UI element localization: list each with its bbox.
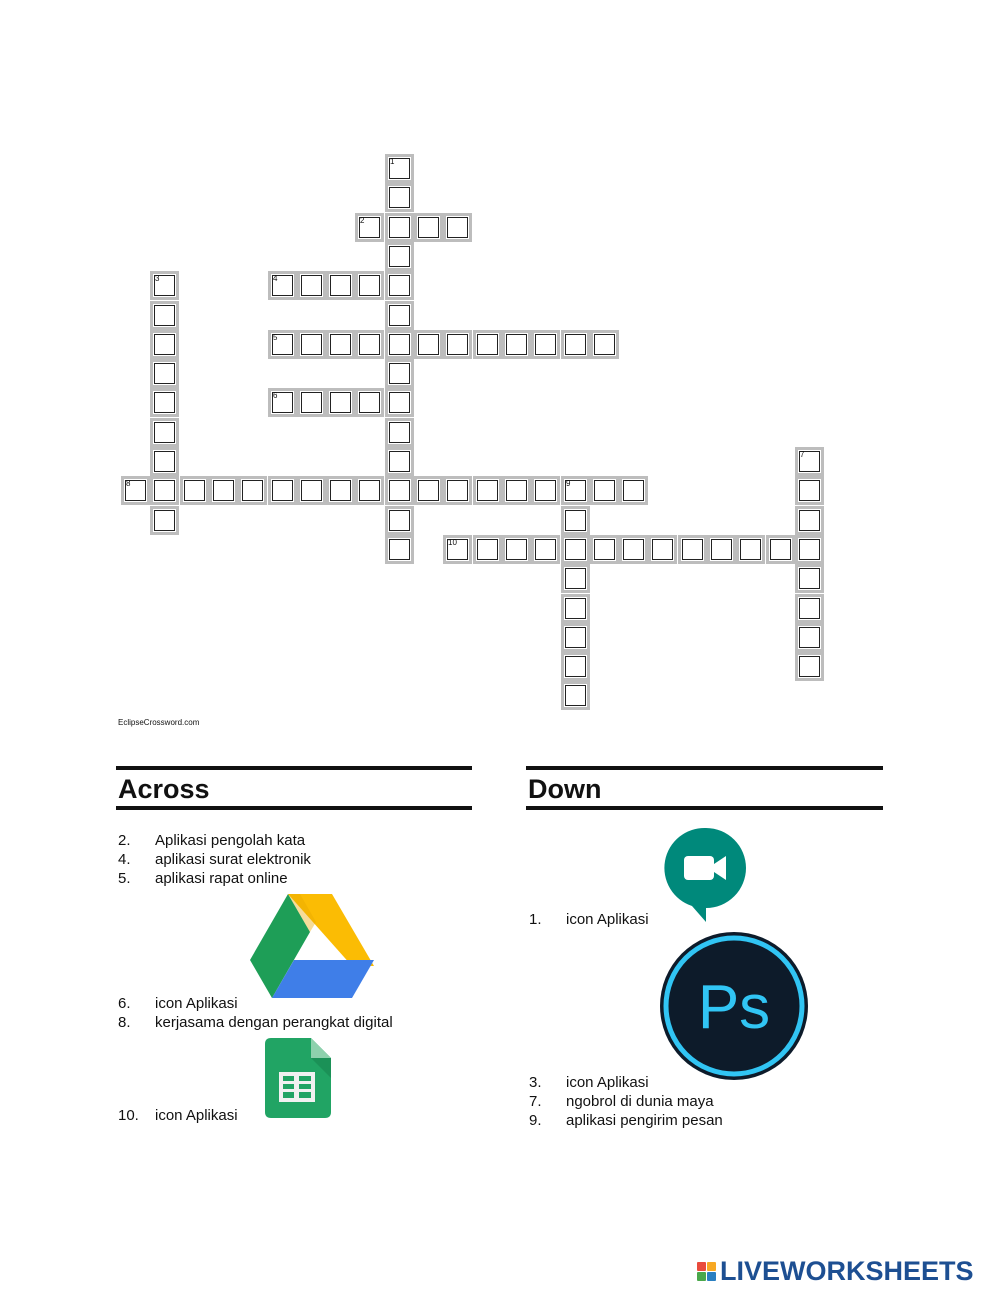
down-header xyxy=(526,766,883,810)
grid-cell[interactable] xyxy=(385,447,414,476)
grid-cell-input[interactable] xyxy=(153,509,176,532)
grid-cell[interactable] xyxy=(561,506,590,535)
down-heading: Down xyxy=(528,774,602,804)
grid-cell[interactable] xyxy=(385,330,414,359)
grid-cell[interactable] xyxy=(795,506,824,535)
grid-cell[interactable] xyxy=(268,330,297,359)
photoshop-icon xyxy=(654,926,814,1086)
grid-cell[interactable] xyxy=(561,652,590,681)
grid-cell-input[interactable] xyxy=(564,509,587,532)
grid-cell-input[interactable] xyxy=(241,479,264,502)
grid-cell-input[interactable] xyxy=(153,479,176,502)
grid-cell-input[interactable] xyxy=(271,479,294,502)
clue-number-label: 8 xyxy=(126,479,131,488)
grid-cell[interactable] xyxy=(297,330,326,359)
clue-down-1: 1. icon Aplikasi xyxy=(529,911,649,928)
grid-cell-input[interactable] xyxy=(681,538,704,561)
grid-cell[interactable] xyxy=(150,359,179,388)
grid-cell-input[interactable] xyxy=(593,479,616,502)
grid-cell-input[interactable] xyxy=(505,333,528,356)
grid-cell-input[interactable] xyxy=(300,333,323,356)
grid-cell[interactable] xyxy=(326,476,355,505)
grid-cell[interactable] xyxy=(326,388,355,417)
grid-cell-input[interactable] xyxy=(153,304,176,327)
grid-cell[interactable] xyxy=(678,535,707,564)
grid-cell-input[interactable] xyxy=(417,216,440,239)
grid-cell-input[interactable] xyxy=(476,479,499,502)
grid-cell[interactable] xyxy=(795,652,824,681)
clue-down-7: 7. ngobrol di dunia maya xyxy=(529,1093,714,1110)
grid-cell[interactable] xyxy=(502,535,531,564)
grid-cell[interactable] xyxy=(150,447,179,476)
grid-cell[interactable] xyxy=(502,330,531,359)
grid-cell[interactable] xyxy=(561,330,590,359)
photoshop-icon-text: Ps xyxy=(697,973,771,1042)
grid-cell-input[interactable] xyxy=(505,479,528,502)
grid-cell[interactable] xyxy=(385,535,414,564)
grid-cell-input[interactable] xyxy=(622,479,645,502)
grid-cell[interactable] xyxy=(531,476,560,505)
grid-cell-input[interactable] xyxy=(476,333,499,356)
grid-cell-input[interactable] xyxy=(446,479,469,502)
grid-cell[interactable] xyxy=(355,388,384,417)
grid-cell[interactable] xyxy=(561,594,590,623)
grid-cell[interactable] xyxy=(531,330,560,359)
grid-cell-input[interactable] xyxy=(358,274,381,297)
grid-cell-input[interactable] xyxy=(300,274,323,297)
grid-cell-input[interactable] xyxy=(153,421,176,444)
grid-cell[interactable] xyxy=(561,623,590,652)
brand-name: LIVEWORKSHEETS xyxy=(720,1255,974,1286)
grid-cell[interactable] xyxy=(414,213,443,242)
clue-number-label: 9 xyxy=(566,479,571,488)
grid-cell[interactable] xyxy=(473,330,502,359)
grid-cell-input[interactable] xyxy=(564,655,587,678)
grid-cell-input[interactable] xyxy=(329,274,352,297)
grid-cell[interactable] xyxy=(648,535,677,564)
grid-cell[interactable] xyxy=(238,476,267,505)
grid-cell-input[interactable] xyxy=(212,479,235,502)
liveworksheets-logo-icon xyxy=(697,1262,716,1281)
grid-cell[interactable] xyxy=(385,388,414,417)
clue-number-label: 6 xyxy=(273,391,278,400)
clue-across-5: 5. aplikasi rapat online xyxy=(118,870,288,887)
grid-cell[interactable] xyxy=(150,271,179,300)
grid-cell[interactable] xyxy=(150,418,179,447)
grid-cell-input[interactable] xyxy=(564,567,587,590)
grid-cell[interactable] xyxy=(561,564,590,593)
grid-cell-input[interactable] xyxy=(534,333,557,356)
grid-cell-input[interactable] xyxy=(358,479,381,502)
grid-cell[interactable] xyxy=(473,476,502,505)
grid-cell[interactable] xyxy=(795,564,824,593)
grid-cell-input[interactable] xyxy=(388,509,411,532)
grid-cell[interactable] xyxy=(443,330,472,359)
grid-cell-input[interactable] xyxy=(329,333,352,356)
grid-cell[interactable] xyxy=(590,476,619,505)
grid-cell-input[interactable] xyxy=(417,479,440,502)
grid-cell-input[interactable] xyxy=(358,333,381,356)
grid-cell-input[interactable] xyxy=(564,626,587,649)
grid-cell-input[interactable] xyxy=(739,538,762,561)
grid-cell-input[interactable] xyxy=(153,362,176,385)
grid-cell-input[interactable] xyxy=(388,216,411,239)
logo-square-e xyxy=(707,1272,716,1281)
grid-cell[interactable] xyxy=(355,476,384,505)
grid-cell[interactable] xyxy=(150,476,179,505)
grid-cell-input[interactable] xyxy=(388,274,411,297)
grid-cell-input[interactable] xyxy=(564,333,587,356)
clue-down-9: 9. aplikasi pengirim pesan xyxy=(529,1112,723,1129)
grid-cell-input[interactable] xyxy=(564,538,587,561)
grid-cell-input[interactable] xyxy=(798,626,821,649)
grid-cell-input[interactable] xyxy=(446,333,469,356)
grid-cell[interactable] xyxy=(355,330,384,359)
grid-cell-input[interactable] xyxy=(300,391,323,414)
grid-cell-input[interactable] xyxy=(388,450,411,473)
grid-cell[interactable] xyxy=(180,476,209,505)
grid-cell[interactable] xyxy=(150,388,179,417)
grid-cell-input[interactable] xyxy=(798,597,821,620)
grid-cell[interactable] xyxy=(268,476,297,505)
grid-cell[interactable] xyxy=(619,476,648,505)
grid-cell[interactable] xyxy=(385,271,414,300)
grid-cell[interactable] xyxy=(150,301,179,330)
grid-cell[interactable] xyxy=(443,535,472,564)
grid-cell[interactable] xyxy=(736,535,765,564)
grid-cell-input[interactable] xyxy=(476,538,499,561)
grid-cell-input[interactable] xyxy=(593,333,616,356)
grid-cell[interactable] xyxy=(795,447,824,476)
grid-cell[interactable] xyxy=(297,388,326,417)
grid-cell-input[interactable] xyxy=(388,479,411,502)
grid-cell[interactable] xyxy=(385,418,414,447)
grid-cell[interactable] xyxy=(707,535,736,564)
grid-cell[interactable] xyxy=(385,213,414,242)
grid-cell-input[interactable] xyxy=(388,391,411,414)
grid-cell-input[interactable] xyxy=(388,304,411,327)
grid-cell[interactable] xyxy=(619,535,648,564)
grid-cell-input[interactable] xyxy=(388,421,411,444)
grid-cell-input[interactable] xyxy=(564,684,587,707)
clue-number-label: 4 xyxy=(273,274,278,283)
grid-cell[interactable] xyxy=(385,183,414,212)
grid-cell-input[interactable] xyxy=(651,538,674,561)
grid-cell[interactable] xyxy=(268,388,297,417)
grid-cell[interactable] xyxy=(326,330,355,359)
grid-cell[interactable] xyxy=(795,476,824,505)
grid-cell-input[interactable] xyxy=(798,479,821,502)
clue-number-label: 5 xyxy=(273,333,278,342)
grid-cell[interactable] xyxy=(590,535,619,564)
grid-cell[interactable] xyxy=(385,506,414,535)
grid-cell[interactable] xyxy=(385,301,414,330)
grid-cell[interactable] xyxy=(385,242,414,271)
logo-square-l xyxy=(697,1262,706,1271)
grid-cell[interactable] xyxy=(502,476,531,505)
credit-text: EclipseCrossword.com xyxy=(118,718,200,727)
grid-cell[interactable] xyxy=(297,476,326,505)
grid-cell[interactable] xyxy=(355,271,384,300)
clue-across-4: 4. aplikasi surat elektronik xyxy=(118,851,311,868)
clue-across-10: 10. icon Aplikasi xyxy=(118,1107,238,1124)
grid-cell-input[interactable] xyxy=(388,538,411,561)
across-heading: Across xyxy=(118,774,210,804)
logo-square-i xyxy=(707,1262,716,1271)
grid-cell-input[interactable] xyxy=(388,362,411,385)
grid-cell[interactable] xyxy=(561,476,590,505)
grid-cell[interactable] xyxy=(443,476,472,505)
grid-cell[interactable] xyxy=(531,535,560,564)
grid-cell-input[interactable] xyxy=(798,509,821,532)
grid-cell[interactable] xyxy=(385,359,414,388)
google-sheets-icon xyxy=(263,1036,339,1120)
grid-cell-input[interactable] xyxy=(769,538,792,561)
clue-across-6: 6. icon Aplikasi xyxy=(118,995,238,1012)
grid-cell[interactable] xyxy=(121,476,150,505)
grid-cell[interactable] xyxy=(795,594,824,623)
grid-cell[interactable] xyxy=(766,535,795,564)
grid-cell-input[interactable] xyxy=(446,216,469,239)
grid-cell[interactable] xyxy=(795,535,824,564)
grid-cell-input[interactable] xyxy=(593,538,616,561)
grid-cell[interactable] xyxy=(355,213,384,242)
grid-cell-input[interactable] xyxy=(183,479,206,502)
grid-cell[interactable] xyxy=(150,506,179,535)
grid-cell-input[interactable] xyxy=(329,479,352,502)
grid-cell-input[interactable] xyxy=(329,391,352,414)
clue-number-label: 1 xyxy=(390,157,395,166)
grid-cell-input[interactable] xyxy=(153,333,176,356)
grid-cell[interactable] xyxy=(268,271,297,300)
grid-cell[interactable] xyxy=(414,330,443,359)
google-meet-icon xyxy=(664,826,748,924)
clue-down-3: 3. icon Aplikasi xyxy=(529,1074,649,1091)
grid-cell[interactable] xyxy=(443,213,472,242)
grid-cell-input[interactable] xyxy=(534,479,557,502)
grid-cell-input[interactable] xyxy=(798,567,821,590)
grid-cell[interactable] xyxy=(326,271,355,300)
grid-cell-input[interactable] xyxy=(564,597,587,620)
grid-cell[interactable] xyxy=(561,681,590,710)
across-header xyxy=(116,766,472,810)
grid-cell[interactable] xyxy=(590,330,619,359)
grid-cell-input[interactable] xyxy=(798,538,821,561)
grid-cell-input[interactable] xyxy=(388,245,411,268)
grid-cell[interactable] xyxy=(385,476,414,505)
clue-number-label: 10 xyxy=(448,538,457,547)
grid-cell-input[interactable] xyxy=(798,655,821,678)
grid-cell[interactable] xyxy=(385,154,414,183)
grid-cell-input[interactable] xyxy=(417,333,440,356)
logo-square-v xyxy=(697,1272,706,1281)
grid-cell[interactable] xyxy=(297,271,326,300)
grid-cell-input[interactable] xyxy=(534,538,557,561)
grid-cell-input[interactable] xyxy=(388,186,411,209)
grid-cell-input[interactable] xyxy=(388,333,411,356)
clue-across-2: 2. Aplikasi pengolah kata xyxy=(118,832,306,849)
clue-number-label: 3 xyxy=(155,274,160,283)
grid-cell[interactable] xyxy=(414,476,443,505)
grid-cell[interactable] xyxy=(561,535,590,564)
grid-cell[interactable] xyxy=(473,535,502,564)
grid-cell[interactable] xyxy=(795,623,824,652)
grid-cell-input[interactable] xyxy=(710,538,733,561)
google-drive-icon xyxy=(248,888,376,1006)
grid-cell-input[interactable] xyxy=(622,538,645,561)
liveworksheets-logo[interactable] xyxy=(697,1255,974,1287)
grid-cell[interactable] xyxy=(209,476,238,505)
grid-cell-input[interactable] xyxy=(153,391,176,414)
grid-cell-input[interactable] xyxy=(153,450,176,473)
grid-cell-input[interactable] xyxy=(358,391,381,414)
clue-number-label: 7 xyxy=(800,450,805,459)
grid-cell-input[interactable] xyxy=(300,479,323,502)
clue-across-8: 8. kerjasama dengan perangkat digital xyxy=(118,1014,393,1031)
grid-cell[interactable] xyxy=(150,330,179,359)
grid-cell-input[interactable] xyxy=(505,538,528,561)
clue-number-label: 2 xyxy=(360,216,365,225)
